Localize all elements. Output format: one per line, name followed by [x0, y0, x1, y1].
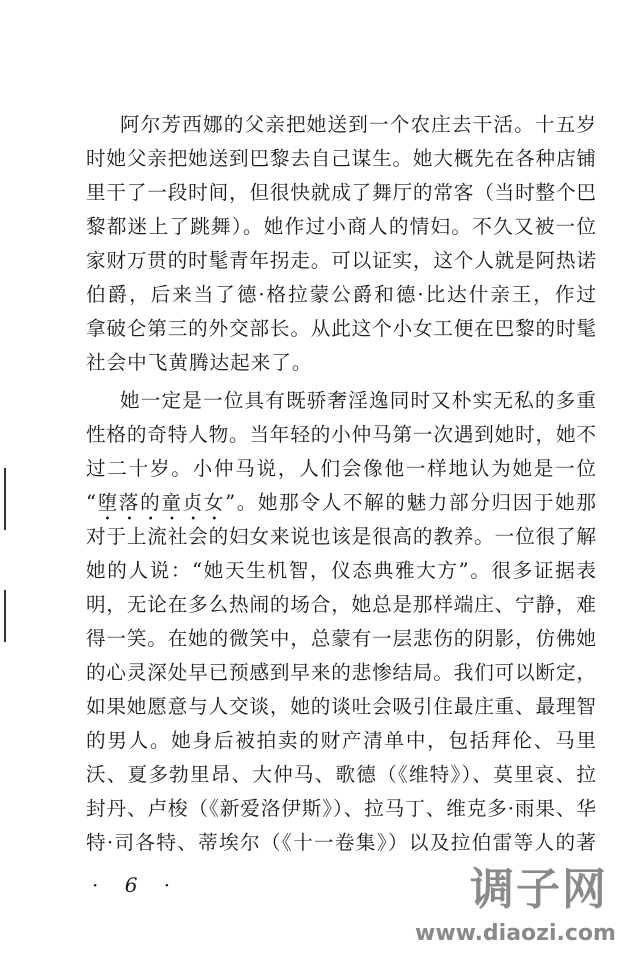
- emphasized-phrase: 堕落的童贞女: [96, 491, 226, 514]
- watermark-title: 调子网: [470, 864, 608, 915]
- text-line: 如果她愿意与人交谈，她的谈吐会吸引住最庄重、最理智: [86, 695, 596, 718]
- watermark-url: www.diaozi.com: [415, 921, 616, 946]
- text-line: 黎都迷上了跳舞）。她作过小商人的情妇。不久又被一位: [86, 215, 596, 238]
- page-number: · 6 ·: [92, 873, 181, 897]
- scan-artifact: [4, 468, 6, 530]
- text-line: 特·司各特、蒂埃尔（《十一卷集》）以及拉伯雷等人的著: [86, 831, 596, 854]
- text-line: 阿尔芳西娜的父亲把她送到一个农庄去干活。十五岁: [120, 113, 596, 136]
- text-line: 伯爵，后来当了德·格拉蒙公爵和德·比达什亲王，作过: [86, 283, 596, 306]
- scan-artifact: [4, 590, 6, 642]
- text-line: 时她父亲把她送到巴黎去自己谋生。她大概先在各种店铺: [86, 147, 596, 170]
- text-line: [86, 486, 596, 520]
- text-line: 家财万贯的时髦青年拐走。可以证实，这个人就是阿热诺: [86, 249, 596, 272]
- text-line: 沃、夏多勃里昂、大仲马、歌德（《维特》）、莫里哀、拉: [86, 763, 596, 786]
- text-line: 拿破仑第三的外交部长。从此这个小女工便在巴黎的时髦: [86, 317, 596, 340]
- text-line: 里干了一段时间，但很快就成了舞厅的常客（当时整个巴: [86, 181, 596, 204]
- text-line: 得一笑。在她的微笑中，总蒙有一层悲伤的阴影，仿佛她: [86, 627, 596, 650]
- text-line: 对于上流社会的妇女来说也该是很高的教养。一位很了解: [86, 525, 596, 548]
- text-line: 封丹、卢梭（《新爱洛伊斯》）、拉马丁、维克多·雨果、华: [86, 797, 596, 820]
- text-segment: ”。她那令人不解的魅力部分归因于她那: [225, 491, 596, 514]
- text-line: 她的人说：“她天生机智，仪态典雅大方”。很多证据表: [86, 559, 596, 582]
- text-line: 的男人。她身后被拍卖的财产清单中，包括拜伦、马里: [86, 729, 596, 752]
- text-line: 明，无论在多么热闹的场合，她总是那样端庄、宁静，难: [86, 593, 596, 616]
- text-line: 她一定是一位具有既骄奢淫逸同时又朴实无私的多重: [120, 389, 596, 412]
- text-line: 的心灵深处早已预感到早来的悲惨结局。我们可以断定，: [86, 661, 596, 684]
- open-quote: “: [86, 491, 97, 514]
- text-line: 性格的奇特人物。当年轻的小仲马第一次遇到她时，她不: [86, 423, 596, 446]
- text-line: 社会中飞黄腾达起来了。: [86, 351, 313, 374]
- text-line: 过二十岁。小仲马说，人们会像他一样地认为她是一位: [86, 457, 596, 480]
